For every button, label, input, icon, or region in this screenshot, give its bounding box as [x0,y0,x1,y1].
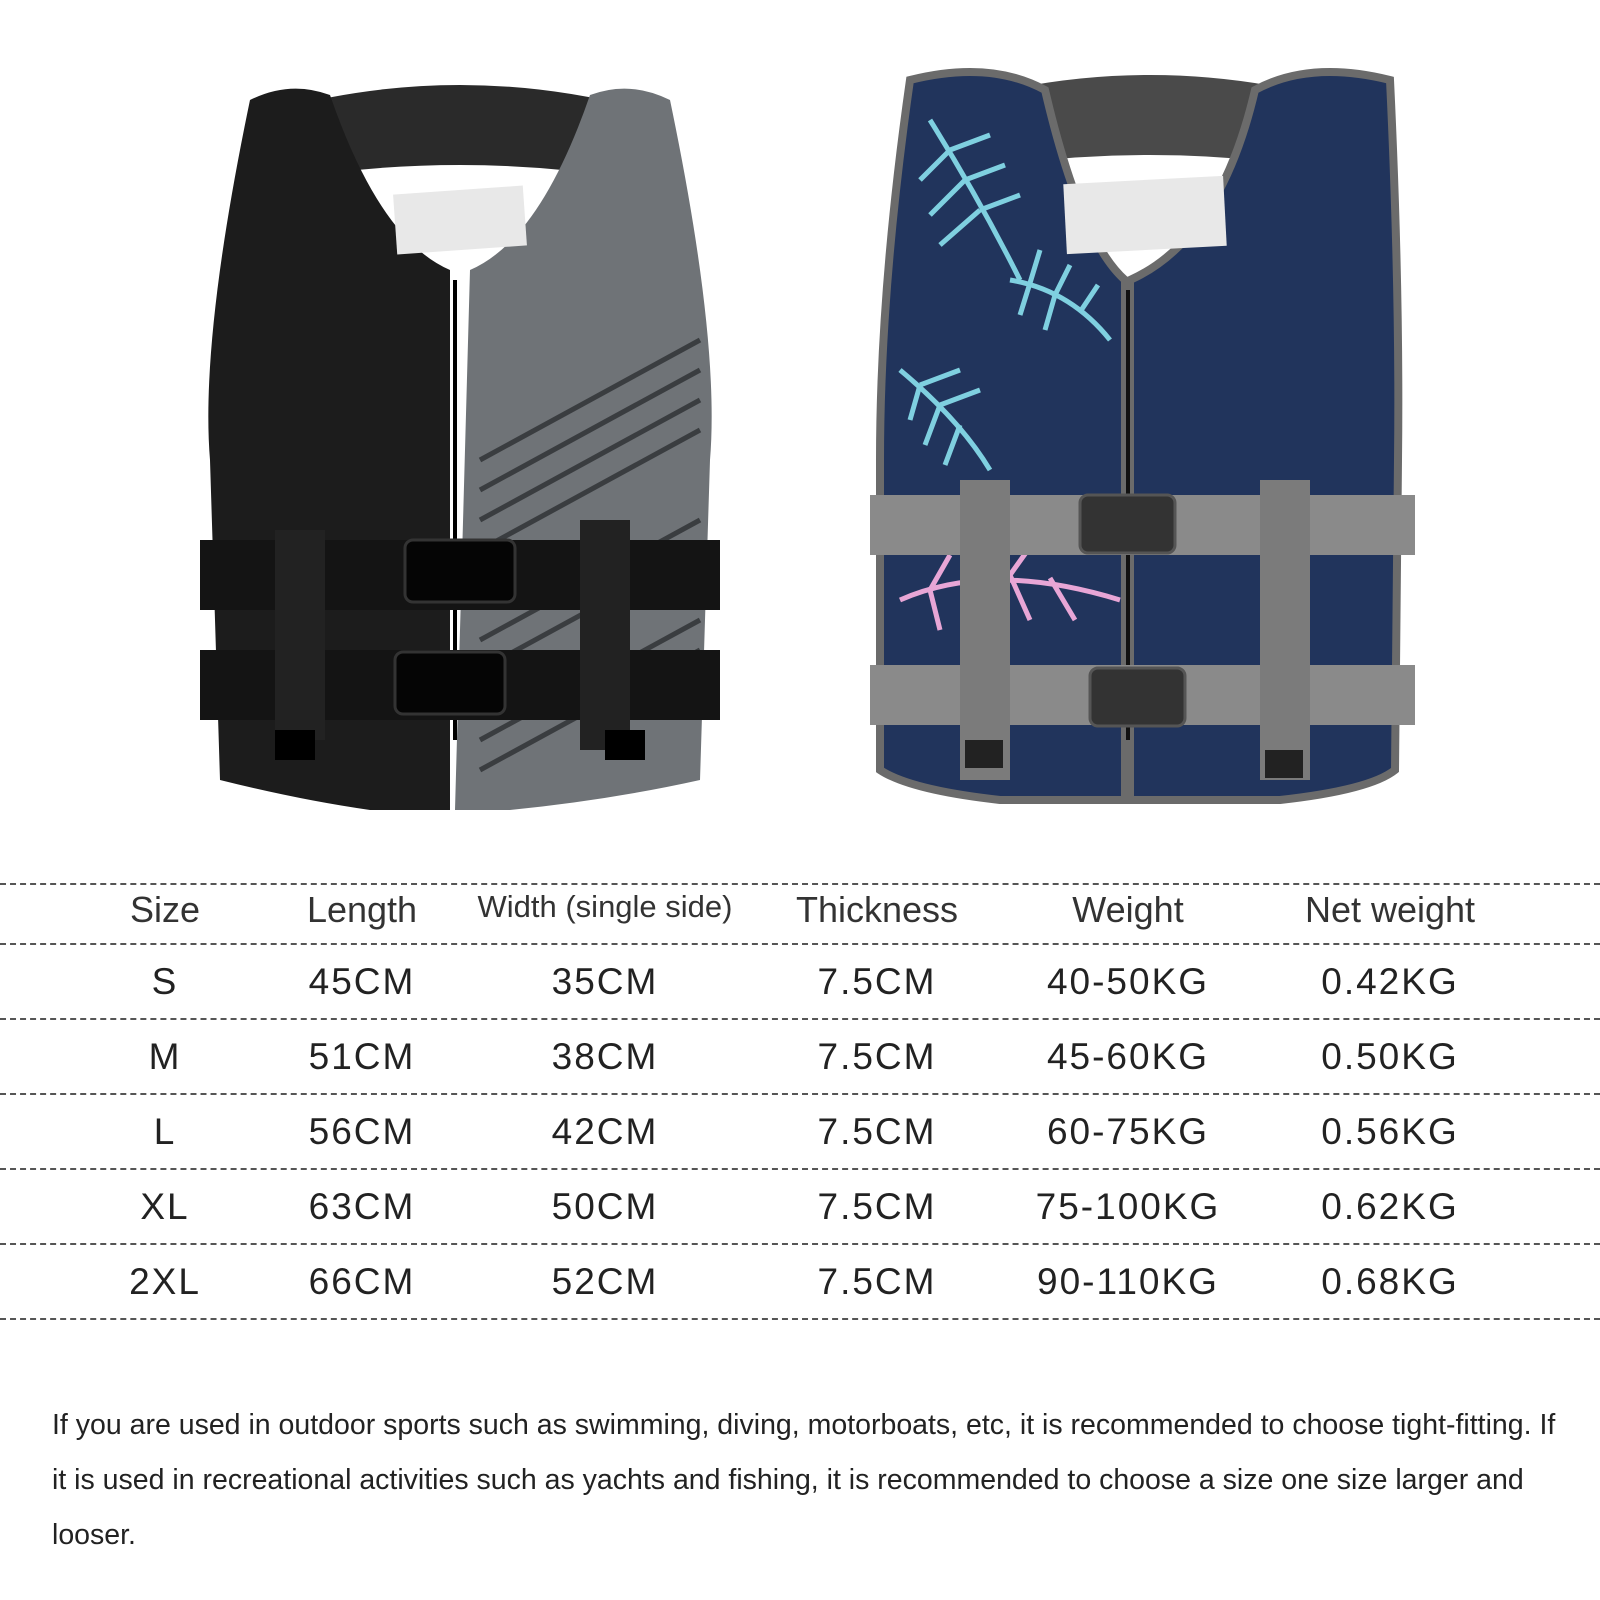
header-weight: Weight [1072,889,1184,930]
table-cell: 2XL [129,1261,201,1302]
table-row [0,1095,1600,1168]
size-chart-table [0,885,1600,1337]
table-cell: 7.5CM [817,1036,937,1077]
table-cell: 35CM [551,961,659,1002]
table-divider [0,1318,1600,1320]
table-cell: 7.5CM [817,1261,937,1302]
table-cell: 0.68KG [1321,1261,1459,1302]
table-row [0,945,1600,1018]
table-cell: 60-75KG [1046,1111,1210,1152]
table-cell: 90-110KG [1037,1261,1219,1302]
table-cell: 75-100KG [1035,1186,1221,1227]
table-cell: 40-50KG [1046,961,1210,1002]
table-cell: 0.62KG [1321,1186,1459,1227]
table-cell: M [148,1036,182,1077]
table-cell: 52CM [551,1261,659,1302]
sizing-note: If you are used in outdoor sports such as swimming, diving, motorboats, etc, it is recommended to choose tight-fitting. If it is used in recreational activities such as yachts and fishing, it is recommended to choose a size one size larger and looser. [52,1409,1556,1551]
table-row [0,1170,1600,1243]
table-cell: 7.5CM [817,1186,937,1227]
table-cell: 45CM [308,961,416,1002]
table-cell: 45-60KG [1046,1036,1210,1077]
table-cell: S [151,961,179,1002]
table-cell: 42CM [551,1111,659,1152]
table-cell: 38CM [551,1036,659,1077]
table-row [0,1020,1600,1093]
table-cell: 7.5CM [817,961,937,1002]
table-cell: 7.5CM [817,1111,937,1152]
table-row [0,1245,1600,1318]
table-header-row [0,885,1600,943]
table-cell: 66CM [308,1261,416,1302]
header-width: Width (single side) [477,889,733,924]
header-net-weight: Net weight [1304,889,1476,930]
header-size: Size [129,889,201,930]
table-cell: 0.56KG [1321,1111,1459,1152]
table-cell: 63CM [308,1186,416,1227]
black-life-vest-image [180,40,740,840]
table-cell: 0.50KG [1321,1036,1459,1077]
navy-leaf-life-vest-image [870,40,1430,840]
header-length: Length [306,889,418,930]
header-thickness: Thickness [795,889,959,930]
table-cell: XL [140,1186,190,1227]
table-cell: 51CM [308,1036,416,1077]
table-cell: 50CM [551,1186,659,1227]
table-cell: 0.42KG [1321,961,1459,1002]
table-cell: L [153,1111,177,1152]
table-cell: 56CM [308,1111,416,1152]
